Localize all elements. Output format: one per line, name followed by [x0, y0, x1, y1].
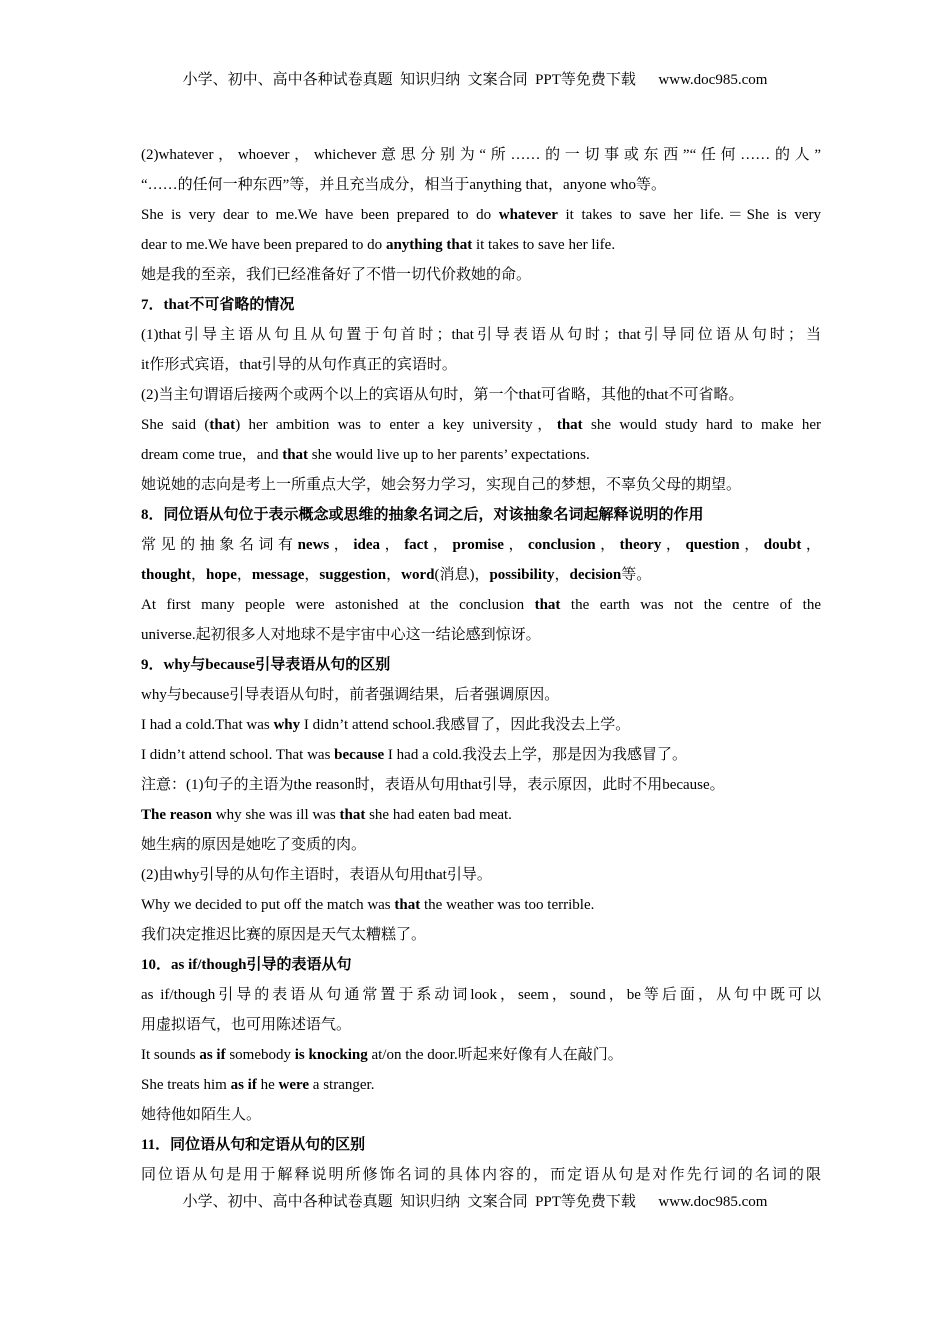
text-segment: 她说她的志向是考上一所重点大学，她会努力学习，实现自己的梦想，不辜负父母的期望。 [141, 477, 742, 493]
bold-text: word [401, 567, 435, 583]
text-line [141, 1070, 821, 1100]
text-segment: 她待他如陌生人。 [141, 1107, 262, 1123]
text-segment: 她生病的原因是她吃了变质的肉。 [141, 837, 367, 853]
text-line [141, 860, 821, 890]
text-segment: why与because引导表语从句时，前者强调结果，后者强调原因。 [141, 687, 560, 703]
text-segment: 等。 [621, 567, 652, 583]
text-segment: 9． [141, 657, 164, 673]
text-line [141, 350, 821, 380]
text-segment: ， [236, 567, 252, 583]
bold-text: thought [141, 567, 192, 583]
bold-text: decision [569, 567, 622, 583]
text-line [141, 1100, 821, 1130]
text-line [141, 830, 821, 860]
bold-text: news [297, 537, 330, 553]
text-segment: ， [380, 537, 405, 553]
section-heading [141, 500, 821, 530]
text-line [141, 1160, 821, 1190]
text-segment: I had a cold.我没去上学，那是因为我感冒了。 [384, 747, 688, 763]
text-segment: ， [661, 537, 686, 553]
text-line [141, 230, 821, 260]
text-segment: as if/though引导的表语从句通常置于系动词look，seem，sound，be等后面，从句中既可以 [141, 987, 821, 1003]
bold-text: why [273, 717, 301, 733]
text-line [141, 470, 821, 500]
text-segment: “……的任何一种东西”等，并且充当成分，相当于anything that，anyone who等。 [141, 177, 666, 193]
page-footer: 小学、初中、高中各种试卷真题 知识归纳 文案合同 PPT等免费下载 www.doc985.com [182, 1194, 768, 1210]
bold-text: because [334, 747, 385, 763]
section-heading [141, 650, 821, 680]
text-segment: it作形式宾语，that引导的从句作真正的宾语时。 [141, 357, 457, 373]
text-segment: 引导的表语从句 [246, 957, 352, 973]
text-segment: She said ( [141, 417, 210, 433]
text-segment: why she was ill was [211, 807, 340, 823]
document-body [141, 140, 821, 1190]
bold-text: suggestion [319, 567, 387, 583]
text-segment: 注意：(1)句子的主语为the reason时，表语从句用that引导，表示原因，此时不用because。 [141, 777, 725, 793]
text-line [141, 260, 821, 290]
bold-text: possibility [489, 567, 555, 583]
text-line [141, 770, 821, 800]
text-segment: (1)that引导主语从句且从句置于句首时；that引导表语从句时；that引导同位语从句时；当 [141, 327, 821, 343]
text-line [141, 680, 821, 710]
bold-text: theory [619, 537, 662, 553]
text-segment: ， [503, 537, 529, 553]
text-segment: It sounds [141, 1047, 200, 1063]
text-line [141, 1040, 821, 1070]
text-line [141, 200, 821, 230]
text-segment: he [256, 1077, 279, 1093]
text-segment: she had eaten bad meat. [365, 807, 512, 823]
text-segment: 不可省略的情况 [189, 297, 295, 313]
text-segment: universe.起初很多人对地球不是宇宙中心这一结论感到惊讶。 [141, 627, 541, 643]
text-segment: dream come true，and [141, 447, 283, 463]
text-segment: it takes to save her life. [472, 237, 616, 253]
bold-text: The reason [141, 807, 212, 823]
text-line [141, 560, 821, 590]
text-segment: the earth was not the centre of the [560, 597, 821, 613]
text-segment: 7． [141, 297, 164, 313]
text-segment: (2)当主句谓语后接两个或两个以上的宾语从句时，第一个that可省略，其他的that不可省略。 [141, 387, 744, 403]
bold-text: that [282, 447, 309, 463]
bold-text: that [163, 297, 190, 313]
bold-text: that [209, 417, 236, 433]
bold-text: anything that [385, 237, 473, 253]
section-heading [141, 1130, 821, 1160]
text-line [141, 320, 821, 350]
text-segment: ， [428, 537, 453, 553]
text-segment: 引导表语从句的区别 [255, 657, 391, 673]
text-segment: 11．同位语从句和定语从句的区别 [141, 1137, 366, 1153]
bold-text: as if [230, 1077, 257, 1093]
text-line [141, 380, 821, 410]
bold-text: that [339, 807, 366, 823]
text-segment: 与 [190, 657, 206, 673]
bold-text: is knocking [294, 1047, 368, 1063]
text-segment: ， [329, 537, 354, 553]
text-segment: ， [554, 567, 570, 583]
text-segment: she would live up to her parents’ expectations. [308, 447, 590, 463]
text-line [141, 1010, 821, 1040]
text-segment: 用虚拟语气，也可用陈述语气。 [141, 1017, 352, 1033]
bold-text: that [394, 897, 421, 913]
text-segment: ， [191, 567, 207, 583]
page-header: 小学、初中、高中各种试卷真题 知识归纳 文案合同 PPT等免费下载 www.doc985.com [182, 72, 768, 88]
bold-text: idea [353, 537, 381, 553]
text-line [141, 410, 821, 440]
text-segment: I didn’t attend school.我感冒了，因此我没去上学。 [300, 717, 631, 733]
text-segment: ， [739, 537, 764, 553]
bold-text: were [278, 1077, 310, 1093]
bold-text: as if/though [171, 957, 247, 973]
bold-text: fact [404, 537, 429, 553]
text-segment: it takes to save her life.＝She is very [557, 207, 821, 223]
text-segment: (2)由why引导的从句作主语时，表语从句用that引导。 [141, 867, 492, 883]
text-segment: She is very dear to me.We have been prepared to do [141, 207, 499, 223]
text-segment: I didn’t attend school. That was [141, 747, 335, 763]
text-segment: 常见的抽象名词有 [141, 537, 298, 553]
text-segment: ， [595, 537, 620, 553]
text-segment: Why we decided to put off the match was [141, 897, 395, 913]
text-line [141, 710, 821, 740]
text-segment: At first many people were astonished at the conclusion [141, 597, 535, 613]
bold-text: that [534, 597, 561, 613]
text-segment: 8．同位语从句位于表示概念或思维的抽象名词之后，对该抽象名词起解释说明的作用 [141, 507, 704, 523]
text-segment: ， [304, 567, 320, 583]
text-segment: She treats him [141, 1077, 231, 1093]
text-segment: a stranger. [309, 1077, 375, 1093]
text-line [141, 800, 821, 830]
bold-text: doubt [763, 537, 802, 553]
bold-text: why [163, 657, 191, 673]
text-segment: 10． [141, 957, 172, 973]
text-line [141, 890, 821, 920]
text-segment: she would study hard to make her [582, 417, 821, 433]
text-segment: ) her ambition was to enter a key university， [235, 417, 557, 433]
bold-text: hope [206, 567, 237, 583]
text-segment: the weather was too terrible. [420, 897, 595, 913]
text-line [141, 530, 821, 560]
text-line [141, 980, 821, 1010]
bold-text: as if [199, 1047, 226, 1063]
text-segment: I had a cold.That was [141, 717, 274, 733]
text-segment: ， [386, 567, 402, 583]
text-line [141, 590, 821, 620]
text-segment: (2)whatever，whoever，whichever意思分别为“所……的一切事或东西”“任何……的人” [141, 147, 821, 163]
text-segment: (消息)， [434, 567, 490, 583]
text-segment: ， [801, 537, 821, 553]
section-heading [141, 290, 821, 320]
text-segment: 同位语从句是用于解释说明所修饰名词的具体内容的，而定语从句是对作先行词的名词的限 [141, 1167, 821, 1183]
text-line [141, 170, 821, 200]
text-line [141, 620, 821, 650]
text-segment: at/on the door.听起来好像有人在敲门。 [367, 1047, 623, 1063]
text-segment: 她是我的至亲，我们已经准备好了不惜一切代价救她的命。 [141, 267, 532, 283]
bold-text: question [685, 537, 740, 553]
bold-text: promise [452, 537, 504, 553]
text-line [141, 440, 821, 470]
bold-text: that [556, 417, 583, 433]
text-line [141, 920, 821, 950]
section-heading [141, 950, 821, 980]
text-line [141, 740, 821, 770]
text-segment: dear to me.We have been prepared to do [141, 237, 386, 253]
bold-text: because [205, 657, 256, 673]
text-segment: 我们决定推迟比赛的原因是天气太糟糕了。 [141, 927, 427, 943]
text-segment: somebody [225, 1047, 295, 1063]
bold-text: whatever [498, 207, 558, 223]
bold-text: conclusion [528, 537, 596, 553]
text-line [141, 140, 821, 170]
bold-text: message [251, 567, 305, 583]
